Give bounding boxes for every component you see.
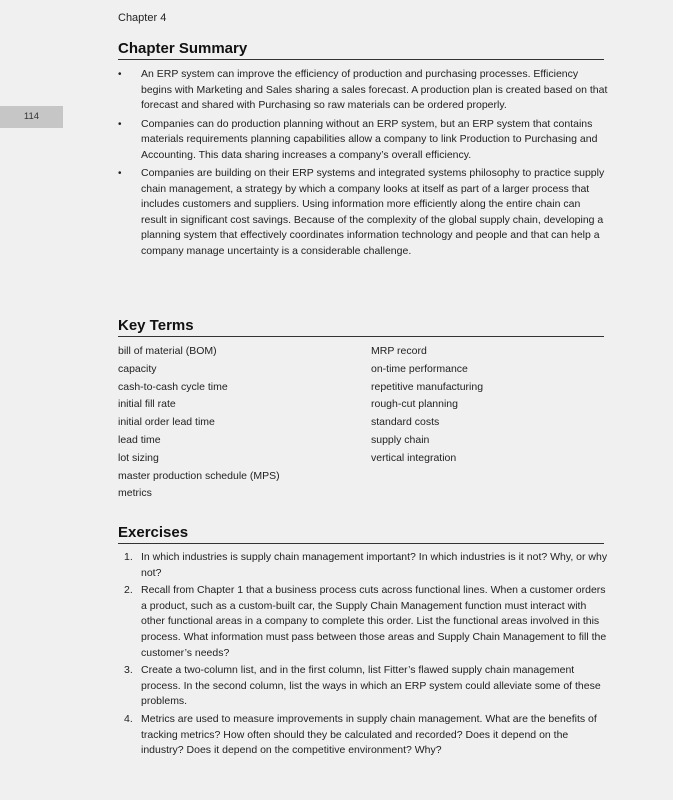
key-term: metrics [118, 487, 152, 500]
key-term: repetitive manufacturing [371, 380, 484, 393]
key-term: rough-cut planning [371, 398, 458, 411]
summary-list [118, 67, 608, 262]
key-term: bill of material (BOM) [118, 345, 217, 357]
bullet-icon: • [118, 69, 122, 80]
exercise-list [118, 550, 608, 761]
bullet-icon: • [118, 168, 122, 179]
exercise-item [118, 550, 608, 581]
summary-item-text: An ERP system can improve the efficiency of production and purchasing processes. Efficiency begins with Marketing and Sales sharing a sales forecast. A production plan is created based on that forecast and shared with Purchasing so raw materials can be ordered properly. [141, 68, 608, 111]
key-term: capacity [118, 362, 157, 375]
key-term: master production schedule (MPS) [118, 469, 280, 482]
key-terms-right-column [371, 343, 483, 468]
key-term: initial fill rate [118, 398, 176, 411]
summary-item [118, 67, 608, 114]
key-term: MRP record [371, 345, 427, 357]
key-term: cash-to-cash cycle time [118, 380, 228, 393]
key-term: initial order lead time [118, 416, 215, 429]
key-term: supply chain [371, 433, 430, 446]
key-terms-left-column [118, 343, 280, 503]
summary-item-text: Companies are building on their ERP systems and integrated systems philosophy to practice supply chain management, a strategy by which a company looks at itself as part of a larger process that includes customers and suppliers. Using information more efficiently along the entire chain can result in significant cost savings. Because of the complexity of the global supply chain, developing a planning system that effectively coordinates information technology and people and that can help a company manage uncertainty is a considerable challenge. [141, 167, 605, 257]
exercise-text: Recall from Chapter 1 that a business process cuts across functional lines. When a customer orders a product, such as a custom-built car, the Supply Chain Management function must interact with other functional areas in a company to complete this order. List the functional areas involved in this process. What information must pass between those areas and Supply Chain Management to fill the customer’s needs? [141, 584, 607, 659]
exercise-text: In which industries is supply chain management important? In which industries is it not? Why, or why not? [141, 551, 608, 579]
exercise-number: 3. [124, 664, 133, 677]
summary-item [118, 166, 608, 259]
summary-item-text: Companies can do production planning without an ERP system, but an ERP system that contains materials requirements planning capabilities allow a company to link Production to Purchasing and Accounting. This data sharing increases a company’s overall efficiency. [141, 117, 598, 161]
page-number-tab: 114 [0, 106, 63, 128]
exercise-item [118, 712, 608, 759]
exercise-number: 1. [124, 551, 133, 563]
exercise-number: 4. [124, 712, 133, 725]
key-term: standard costs [371, 416, 440, 429]
chapter-label: Chapter 4 [118, 12, 167, 24]
exercise-item [118, 583, 608, 661]
key-term: vertical integration [371, 451, 457, 464]
key-term: on-time performance [371, 362, 468, 375]
key-term: lead time [118, 433, 161, 446]
key-term: lot sizing [118, 451, 159, 464]
bullet-icon: • [118, 118, 122, 130]
key-terms-heading: Key Terms [118, 317, 604, 337]
exercise-number: 2. [124, 584, 133, 597]
exercise-text: Metrics are used to measure improvements in supply chain management. What are the benefits of tracking metrics? How often should they be calculated and recorded? Does it depend on the industry? Does it depend on the competitive environment? Why? [141, 712, 597, 757]
exercise-item [118, 663, 608, 710]
exercises-heading: Exercises [118, 524, 604, 544]
exercise-text: Create a two-column list, and in the first column, list Fitter’s flawed supply chain management process. In the second column, list the ways in which an ERP system could alleviate some of these problems. [141, 664, 601, 708]
chapter-summary-heading: Chapter Summary [118, 40, 604, 60]
summary-item [118, 117, 608, 164]
